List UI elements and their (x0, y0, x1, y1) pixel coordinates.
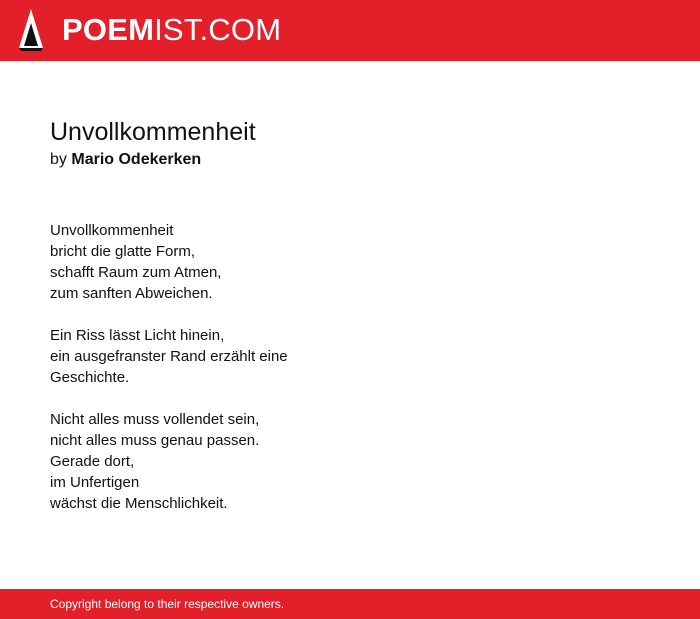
poem-line: wächst die Menschlichkeit. (50, 495, 228, 512)
home-logo-link[interactable] (18, 8, 281, 52)
by-label: by (50, 151, 67, 168)
poem-line: Geschichte. (50, 369, 130, 386)
poem-byline (50, 150, 650, 170)
poem-line: Unvollkommenheit (50, 222, 174, 239)
poem-line: zum sanften Abweichen. (50, 285, 213, 302)
brand-bold: POEM (62, 12, 155, 47)
brand-light: IST.COM (154, 12, 282, 47)
site-header (0, 0, 700, 61)
author-name: Mario Odekerken (71, 151, 202, 168)
poem-line: ein ausgefranster Rand erzählt eine (50, 348, 288, 365)
site-brand (62, 8, 281, 52)
stanza (50, 409, 650, 514)
poem-line: Nicht alles muss vollendet sein, (50, 411, 260, 428)
stanza (50, 325, 650, 388)
poem-body (50, 220, 650, 514)
poem-title: Unvollkommenheit (50, 118, 256, 146)
stanza (50, 220, 650, 304)
poem-line: im Unfertigen (50, 474, 140, 491)
poem-line: bricht die glatte Form, (50, 243, 196, 260)
copyright-text: Copyright belong to their respective owners. (50, 597, 285, 611)
site-footer (0, 589, 700, 619)
poem-content (50, 116, 650, 514)
poem-line: nicht alles muss genau passen. (50, 432, 260, 449)
poem-line: Ein Riss lässt Licht hinein, (50, 327, 225, 344)
poem-line: schafft Raum zum Atmen, (50, 264, 222, 281)
poem-line: Gerade dort, (50, 453, 135, 470)
pencil-icon (18, 8, 44, 52)
